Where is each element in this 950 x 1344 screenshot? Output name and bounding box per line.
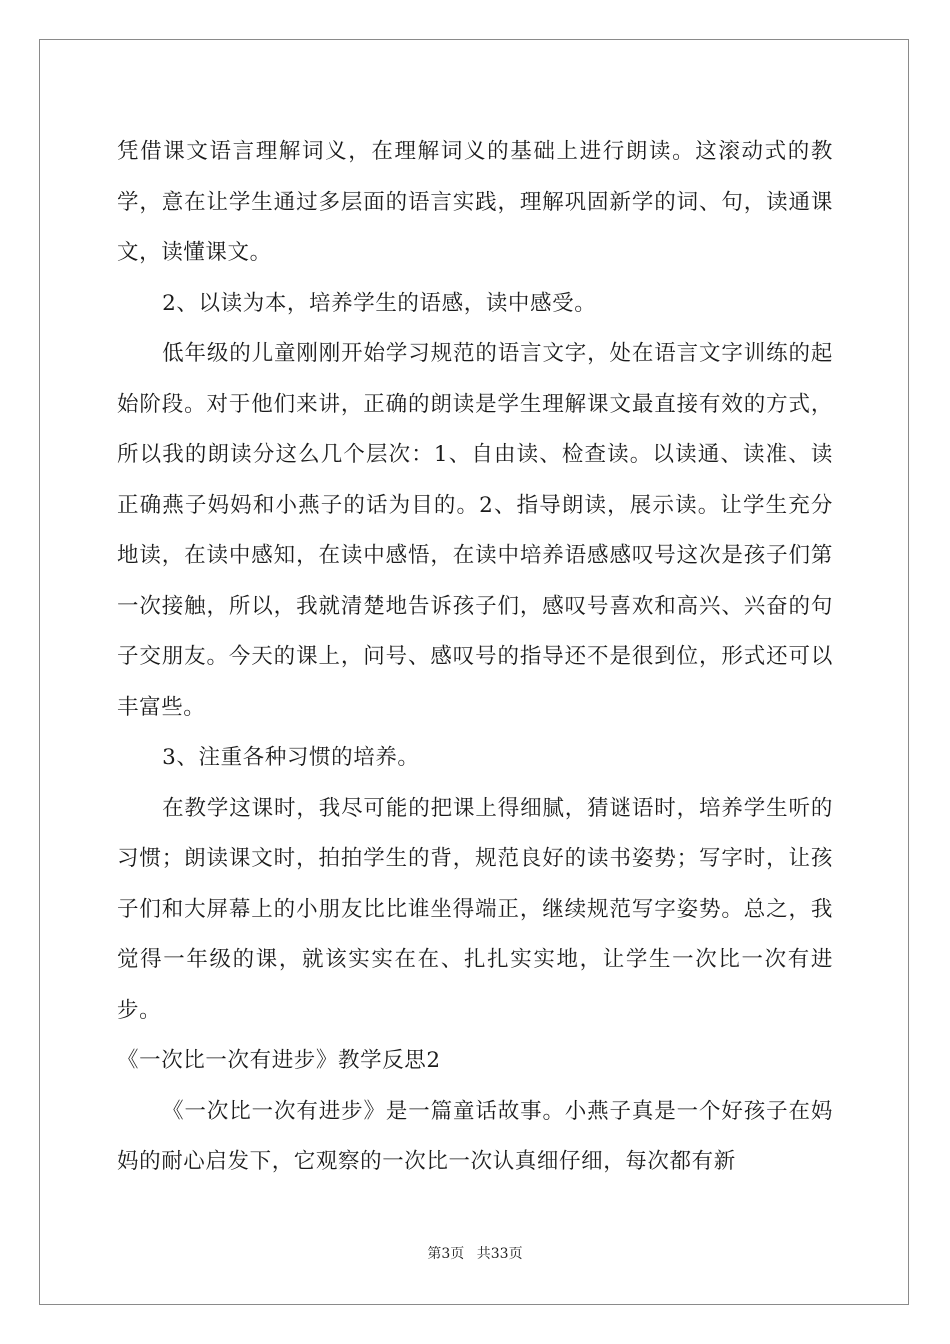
paragraph-4: 3、注重各种习惯的培养。 bbox=[162, 745, 420, 770]
section-heading: 《一次比一次有进步》教学反思2 bbox=[117, 1048, 441, 1073]
paragraph-5: 在教学这课时，我尽可能的把课上得细腻，猜谜语时，培养学生听的习惯；朗读课文时，拍拍学生的背，规范良好的读书姿势；写字时，让孩子们和大屏幕上的小朋友比比谁坐得端正，继续规范写字姿势。总之，我觉得一年级的课，就该实实在在、扎扎实实地，让学生一次比一次有进步。 bbox=[117, 795, 833, 1023]
paragraph-1: 凭借课文语言理解词义，在理解词义的基础上进行朗读。这滚动式的教学，意在让学生通过多层面的语言实践，理解巩固新学的词、句，读通课文，读懂课文。 bbox=[117, 139, 833, 265]
page-total: 共33页 bbox=[476, 1246, 523, 1262]
page-number: 第3页 bbox=[427, 1246, 465, 1262]
paragraph-2: 2、以读为本，培养学生的语感，读中感受。 bbox=[162, 290, 597, 316]
page-footer bbox=[0, 1243, 950, 1263]
paragraph-3: 低年级的儿童刚刚开始学习规范的语言文字，处在语言文字训练的起始阶段。对于他们来讲，正确的朗读是学生理解课文最直接有效的方式，所以我的朗读分这么几个层次：1、自由读、检查读。以读通、读准、读正确燕子妈妈和小燕子的话为目的。2、指导朗读，展示读。让学生充分地读，在读中感知，在读中感悟，在读中培养语感感叹号这次是孩子们第一次接触，所以，我就清楚地告诉孩子们，感叹号喜欢和高兴、兴奋的句子交朋友。今天的课上，问号、感叹号的指导还不是很到位，形式还可以丰富些。 bbox=[117, 341, 833, 720]
paragraph-6: 《一次比一次有进步》是一篇童话故事。小燕子真是一个好孩子在妈妈的耐心启发下，它观察的一次比一次认真细仔细，每次都有新 bbox=[117, 1098, 833, 1174]
document-body bbox=[117, 127, 833, 1188]
